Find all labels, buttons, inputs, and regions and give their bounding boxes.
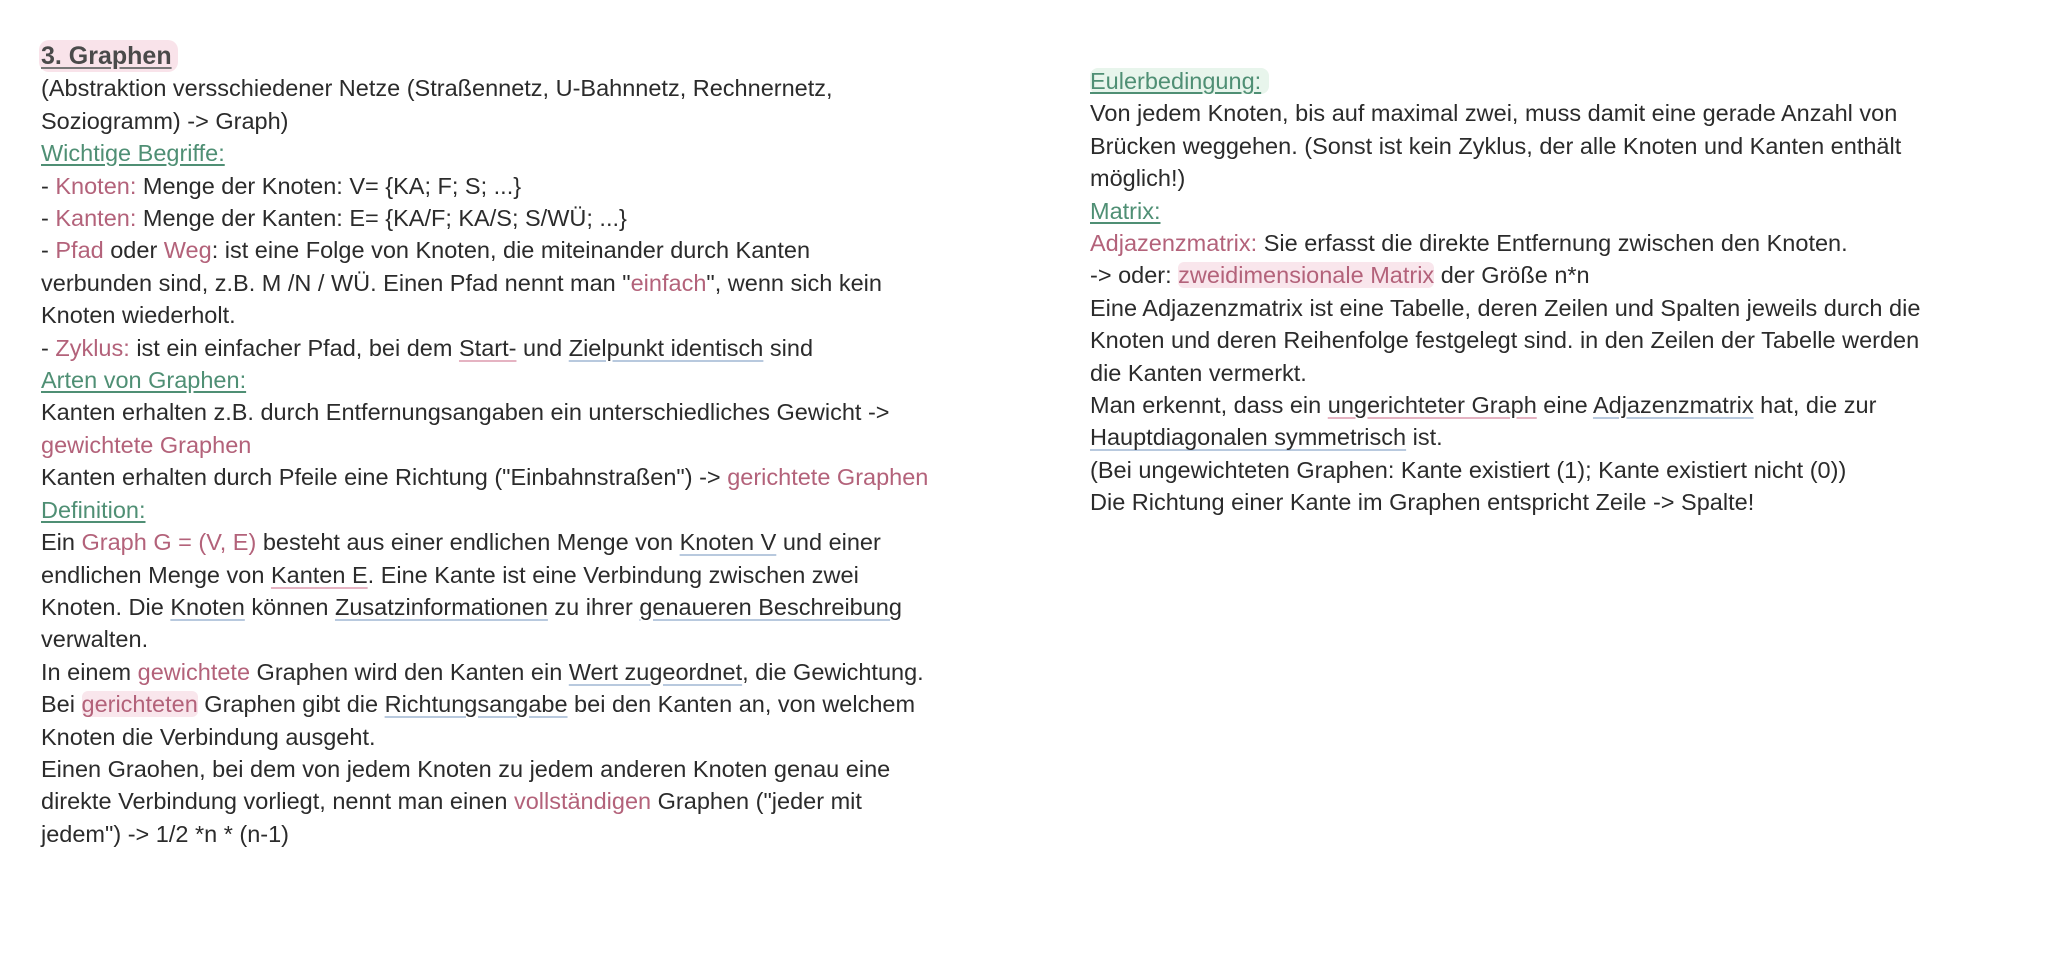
term-vollstaendigen: vollständigen [513,788,652,815]
vollstaendig-line-2 [41,785,1001,817]
euler-line-1: Von jedem Knoten, bis auf maximal zwei, muss damit eine gerade Anzahl von [1090,100,1898,127]
matrix-text: Man erkennt, dass ein [1090,392,1328,419]
bullet: - [41,205,56,232]
heading-wichtige-begriffe-line [41,137,1001,169]
arten-line-3 [41,461,1001,493]
term-zyklus-text: ist ein einfacher Pfad, bei dem [129,334,459,361]
section-title-line [41,40,1001,72]
definition-text: . Eine Kante ist eine Verbindung zwischen zwei [367,561,859,588]
term-hauptdiagonalen-symmetrisch: Hauptdiagonalen symmetrisch [1090,424,1407,451]
term-pfad-connector: oder [103,237,164,264]
matrix-text: eine [1536,392,1593,419]
term-pfad-text: : ist eine Folge von Knoten, die miteinander durch Kanten [211,237,811,264]
term-zielpunkt: Zielpunkt identisch [568,334,764,361]
term-pfad: Pfad [55,237,104,264]
heading-definition: Definition: [41,496,146,523]
term-kanten-e: Kanten E [270,561,368,588]
definition-text: zu ihrer [547,593,640,620]
gewichtet-line [41,656,1001,688]
term-knoten-text: Menge der Knoten: V= {KA; F; S; ...} [136,172,522,199]
bullet: - [41,172,56,199]
definition-text: Knoten. Die [41,593,171,620]
term-knoten-line [41,170,1001,202]
heading-arten-line [41,364,1001,396]
term-gewichtete: gewichtete [137,658,251,685]
gerichtet-text: Graphen gibt die [197,691,385,718]
heading-definition-line [41,494,1001,526]
gewichtet-text: In einem [41,658,138,685]
euler-line-2: Brücken weggehen. (Sonst ist kein Zyklus, der alle Knoten und Kanten enthält [1090,132,1902,159]
term-wert-zugeordnet: Wert zugeordnet [568,658,743,685]
term-genaueren-beschreibung: genaueren Beschreibung [639,593,902,620]
heading-arten-von-graphen: Arten von Graphen: [41,367,247,394]
definition-text: Ein [41,529,82,556]
definition-line-2 [41,559,1001,591]
matrix-line-9: Die Richtung einer Kante im Graphen entspricht Zeile -> Spalte! [1090,489,1755,516]
vollstaendig-text: Graphen ("jeder mit [651,788,862,815]
heading-wichtige-begriffe: Wichtige Begriffe: [41,140,225,167]
arten-line-2 [41,429,1001,461]
term-pfad-line-2 [41,267,1001,299]
gewichtet-text: , die Gewichtung. [742,658,924,685]
matrix-line-1 [1090,227,2030,259]
term-pfad-text-3: ", wenn sich kein [706,269,882,296]
matrix-line-5: die Kanten vermerkt. [1090,359,1307,386]
term-pfad-line [41,234,1001,266]
term-richtungsangabe: Richtungsangabe [384,691,568,718]
definition-text: können [244,593,335,620]
heading-eulerbedingung: Eulerbedingung: [1090,68,1269,94]
euler-line-3: möglich!) [1090,165,1186,192]
gerichtet-line-2: Knoten die Verbindung ausgeht. [41,723,376,750]
term-knoten: Knoten: [55,172,137,199]
arten-line-1: Kanten erhalten z.B. durch Entfernungsangaben ein unterschiedliches Gewicht -> [41,399,890,426]
vollstaendig-line-3: jedem") -> 1/2 *n * (n-1) [41,820,290,847]
term-start: Start- [458,334,517,361]
term-kanten: Kanten: [55,205,137,232]
term-gerichteten: gerichteten [81,691,198,718]
matrix-line-7 [1090,421,2030,453]
bullet: - [41,237,56,264]
matrix-line-8: (Bei ungewichteten Graphen: Kante existiert (1); Kante existiert nicht (0)) [1090,456,1847,483]
term-adjazenzmatrix: Adjazenzmatrix: [1090,230,1258,257]
term-zyklus: Zyklus: [55,334,130,361]
matrix-line-2 [1090,259,2030,291]
right-column [1090,65,2030,519]
matrix-text: der Größe n*n [1434,262,1590,289]
matrix-text: hat, die zur [1753,392,1877,419]
term-zyklus-connector: und [516,334,569,361]
term-zyklus-end: sind [763,334,814,361]
term-adjazenzmatrix-2: Adjazenzmatrix [1592,392,1754,419]
gerichtet-line [41,688,1001,720]
intro-line-2: Soziogramm) -> Graph) [41,107,289,134]
term-ungerichteter-graph: ungerichteter Graph [1327,392,1537,419]
heading-matrix: Matrix: [1090,197,1161,224]
gerichtet-text: Bei [41,691,82,718]
matrix-text: ist. [1406,424,1443,451]
definition-line-3 [41,591,1001,623]
term-pfad-text-2: verbunden sind, z.B. M /N / WÜ. Einen Pfad nennt man " [41,269,631,296]
gewichtet-text: Graphen wird den Kanten ein [250,658,569,685]
term-knoten-v: Knoten V [679,529,777,556]
definition-text: endlichen Menge von [41,561,271,588]
term-einfach: einfach [630,269,707,296]
matrix-line-6 [1090,389,2030,421]
matrix-text: Sie erfasst die direkte Entfernung zwischen den Knoten. [1257,230,1848,257]
term-zweidimensionale-matrix: zweidimensionale Matrix [1178,262,1435,289]
term-zyklus-line [41,332,1001,364]
term-pfad-line-3: Knoten wiederholt. [41,302,236,329]
vollstaendig-line-1: Einen Graohen, bei dem von jedem Knoten zu jedem anderen Knoten genau eine [41,755,891,782]
term-gewichtete-graphen: gewichtete Graphen [41,431,252,458]
heading-matrix-line [1090,195,2030,227]
heading-eulerbedingung-line [1090,65,2030,97]
term-gerichtete-graphen: gerichtete Graphen [727,464,929,491]
matrix-line-3: Eine Adjazenzmatrix ist eine Tabelle, deren Zeilen und Spalten jeweils durch die [1090,294,1921,321]
gerichtet-text: bei den Kanten an, von welchem [567,691,916,718]
arten-text-3: Kanten erhalten durch Pfeile eine Richtung ("Einbahnstraßen") -> [41,464,728,491]
term-zusatzinformationen: Zusatzinformationen [334,593,548,620]
definition-text: besteht aus einer endlichen Menge von [256,529,680,556]
left-column [41,40,1001,850]
definition-line-1 [41,526,1001,558]
intro-line-1: (Abstraktion versschiedener Netze (Straßennetz, U-Bahnnetz, Rechnernetz, [41,75,833,102]
term-kanten-line [41,202,1001,234]
definition-line-4: verwalten. [41,626,149,653]
term-weg: Weg [163,237,212,264]
matrix-text: -> oder: [1090,262,1179,289]
term-knoten: Knoten [170,593,245,620]
section-title: 3. Graphen [39,40,178,72]
term-kanten-text: Menge der Kanten: E= {KA/F; KA/S; S/WÜ; ...} [136,205,627,232]
vollstaendig-text: direkte Verbindung vorliegt, nennt man einen [41,788,514,815]
bullet: - [41,334,56,361]
matrix-line-4: Knoten und deren Reihenfolge festgelegt sind. in den Zeilen der Tabelle werden [1090,327,1920,354]
definition-text: und einer [776,529,881,556]
term-graph-g: Graph G = (V, E) [81,529,257,556]
